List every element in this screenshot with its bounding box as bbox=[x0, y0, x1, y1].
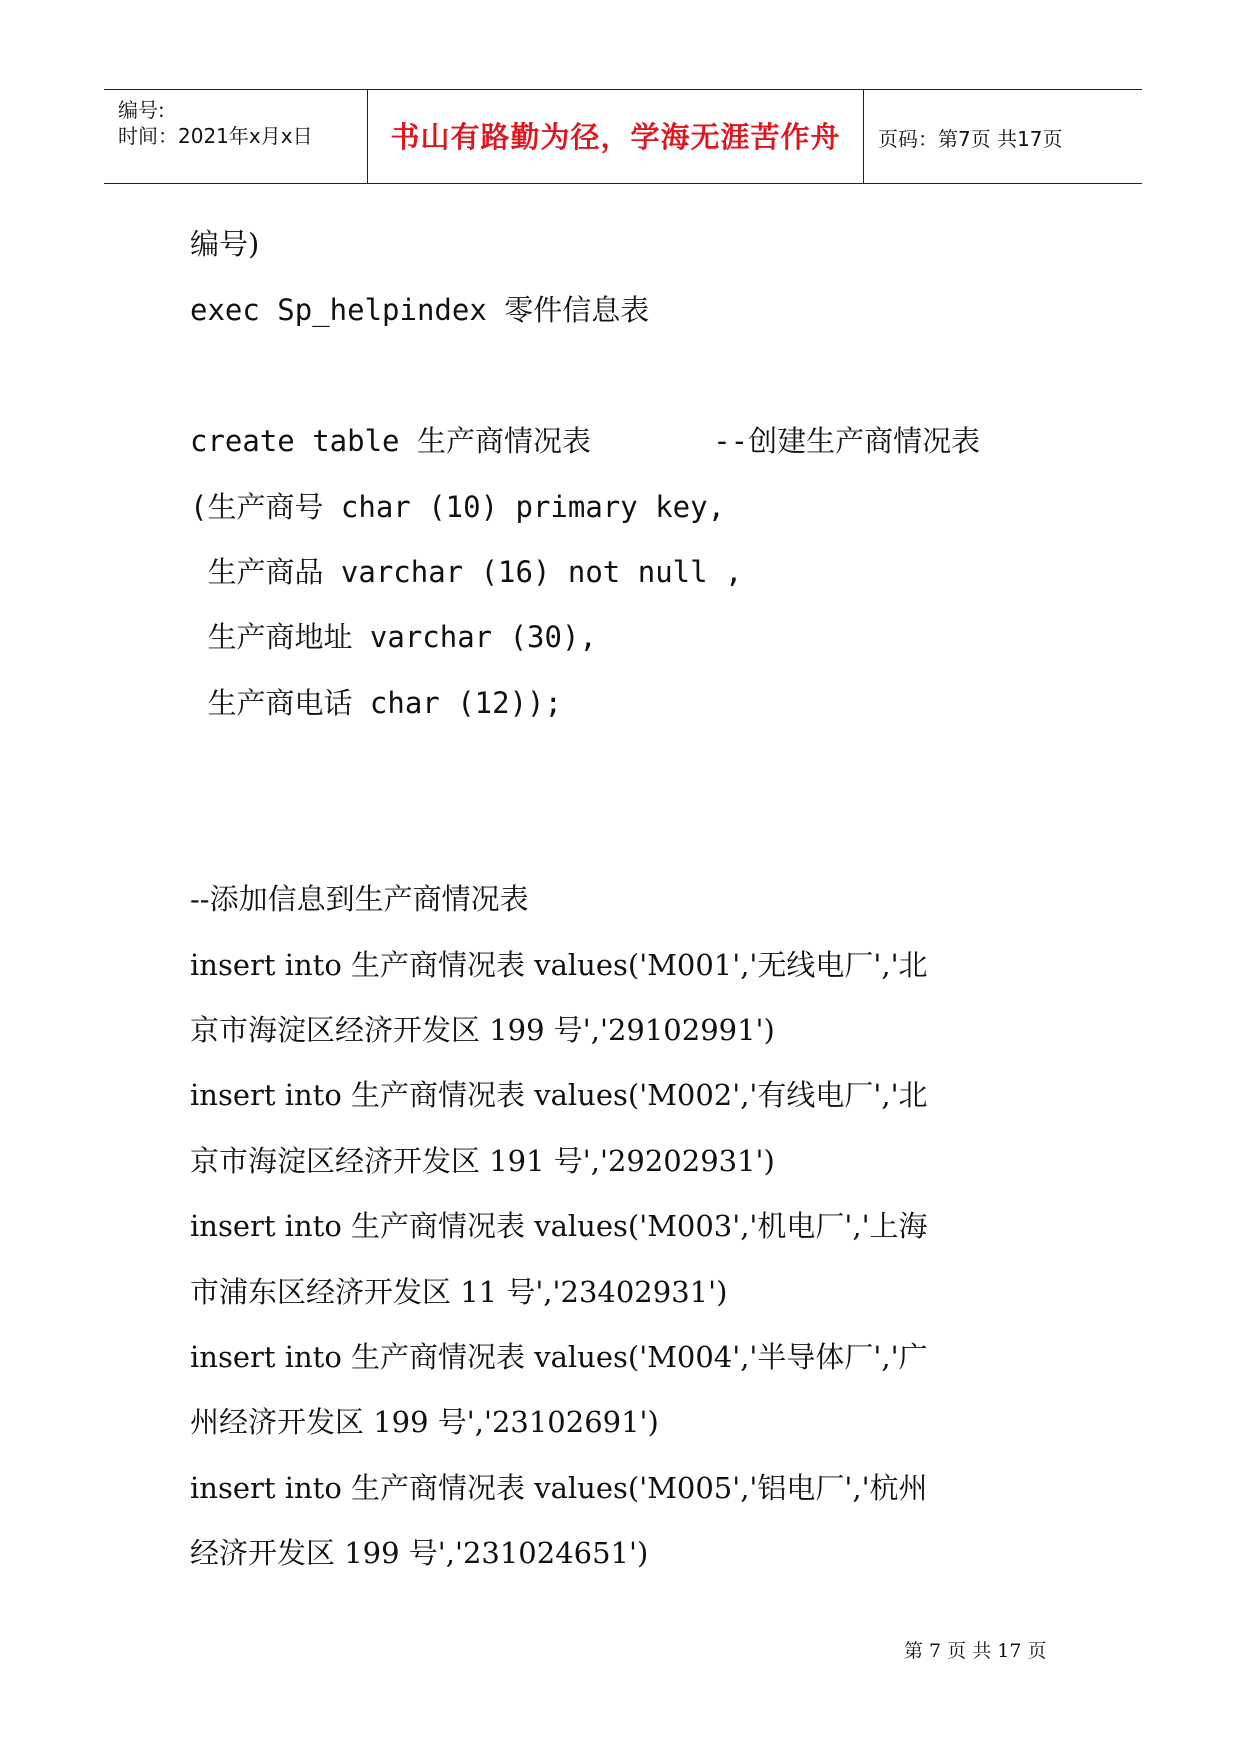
text-line: exec Sp_helpindex 零件信息表 bbox=[190, 293, 650, 327]
text-line: insert into 生产商情况表 values('M002','有线电厂','北 bbox=[190, 1078, 928, 1112]
header-number-label: 编号: bbox=[118, 98, 165, 122]
header-page-cell bbox=[864, 90, 1142, 183]
text-line: 州经济开发区 199 号','23102691') bbox=[190, 1405, 659, 1439]
text-line: 生产商品 varchar (16) not null , bbox=[190, 555, 743, 589]
text-line: 市浦东区经济开发区 11 号','23402931') bbox=[190, 1275, 728, 1309]
page-footer: 第 7 页 共 17 页 bbox=[904, 1640, 1047, 1662]
header-motto-cell bbox=[368, 90, 864, 183]
text-line: 编号) bbox=[190, 227, 260, 261]
header-motto: 书山有路勤为径，学海无涯苦作舟 bbox=[390, 120, 841, 154]
text-line: --添加信息到生产商情况表 bbox=[190, 882, 529, 916]
text-line: (生产商号 char (10) primary key, bbox=[190, 490, 726, 524]
text-line: 京市海淀区经济开发区 191 号','29202931') bbox=[190, 1144, 775, 1178]
page-header bbox=[104, 89, 1142, 184]
text-line: create table 生产商情况表 --创建生产商情况表 bbox=[190, 424, 981, 458]
text-line: insert into 生产商情况表 values('M004','半导体厂','广 bbox=[190, 1340, 928, 1374]
header-left-cell bbox=[104, 90, 368, 183]
header-time-label: 时间：2021年x月x日 bbox=[118, 124, 313, 148]
text-line: insert into 生产商情况表 values('M003','机电厂','上海 bbox=[190, 1209, 928, 1243]
text-line: 京市海淀区经济开发区 199 号','29102991') bbox=[190, 1013, 775, 1047]
text-line: 经济开发区 199 号','231024651') bbox=[190, 1536, 649, 1570]
text-line: 生产商电话 char (12)); bbox=[190, 686, 562, 720]
text-line: insert into 生产商情况表 values('M001','无线电厂','北 bbox=[190, 948, 928, 982]
header-page-info: 页码：第7页 共17页 bbox=[878, 127, 1063, 151]
text-line: insert into 生产商情况表 values('M005','铝电厂','杭州 bbox=[190, 1471, 928, 1505]
text-line: 生产商地址 varchar (30), bbox=[190, 620, 597, 654]
